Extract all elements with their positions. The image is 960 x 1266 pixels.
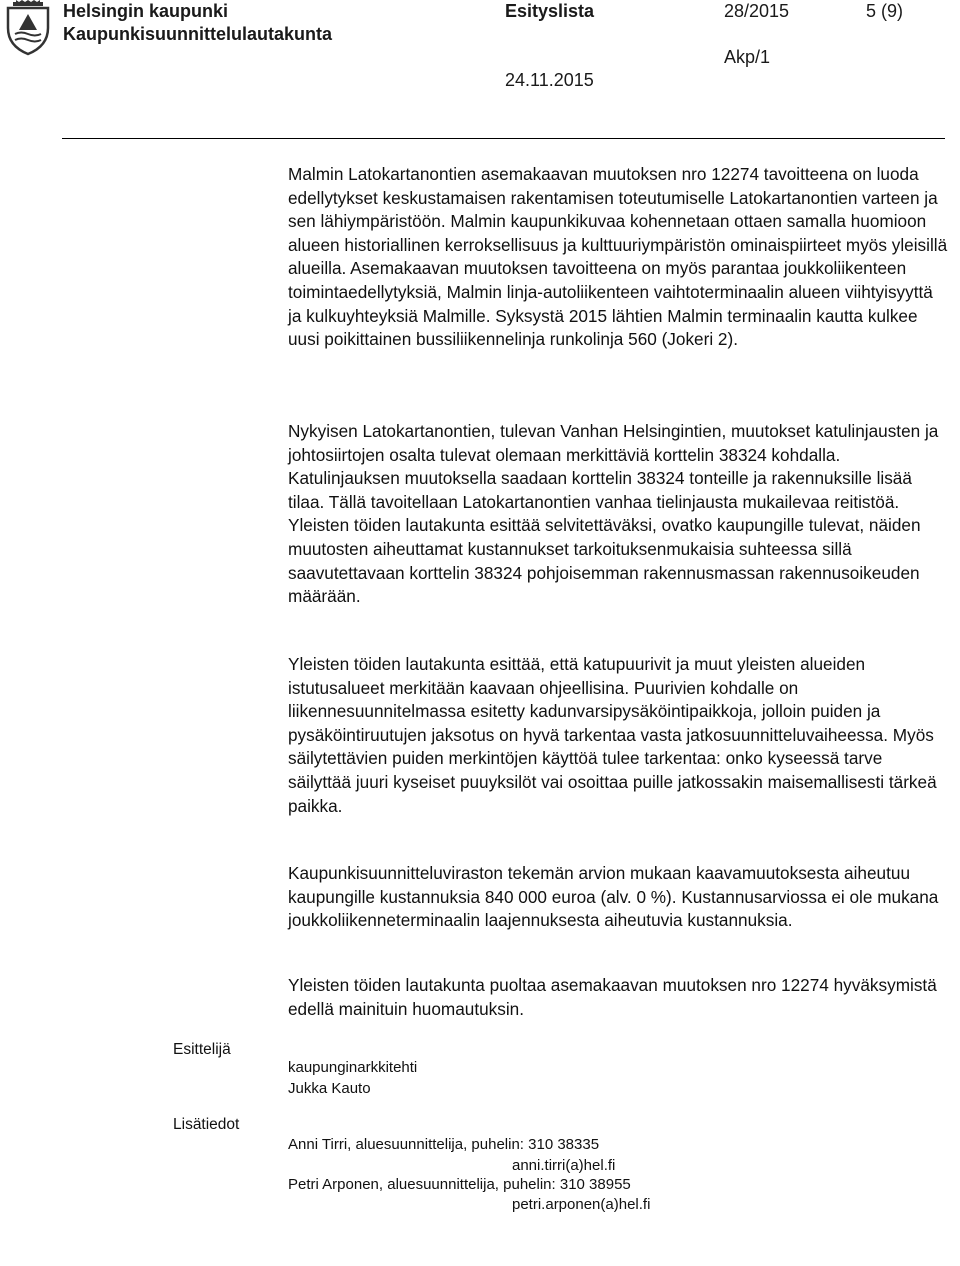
page-number: 5 (9) — [866, 1, 904, 21]
document-number: 28/2015 — [724, 1, 790, 21]
contact-2-email: petri.arponen(a)hel.fi — [512, 1196, 651, 1213]
document-type: Esityslista — [505, 1, 595, 21]
paragraph-1: Malmin Latokartanontien asemakaavan muutoksen nro 12274 tavoitteena on luoda edellytykset keskustamaisen rakentamisen toteutumiselle Latokartanontien varteen ja sen lähiympäristöön. Malmin kaupunkikuvaa kohennetaan ottaen samalla huomioon alueen historiallinen kerroksellisuus ja kulttuuriympäristön ominaispiirteet myös yleisillä alueilla. Asemakaavan muutoksen tavoitteena on myös parantaa joukkoliikenteen toimintaedellytyksiä, Malmin linja-autoliikenteen vaihtoterminaalin alueen viihtyisyyttä ja kulkuyhteyksiä Malmille. Syksystä 2015 lähtien Malmin terminaalin kautta kulkee uusi poikittainen bussiliikennelinja runkolinja 560 (Jokeri 2). — [288, 164, 948, 350]
paragraph-3: Yleisten töiden lautakunta esittää, että katupuurivit ja muut yleisten alueiden istutusalueet merkitään kaavaan ohjeellisina. Puurivien kohdalle on liikennesuunnitelmassa esitetty kadunvarsipysäköintipaikkoja, jolloin puiden ja pysäköintiruutujen jaksotus on hyvä tarkentaa vasta jatkosuunnitteluvaiheessa. Myös säilytettävien puiden merkintöjen käyttöä tulee tarkentaa: onko kyseessä tarve säilyttää juuri kyseiset puuyksilöt vai osoittaa puille jatkossakin maisemallisesti tärkeä paikka. — [288, 654, 937, 816]
contact-1-email: anni.tirri(a)hel.fi — [512, 1157, 616, 1174]
header-divider — [62, 138, 945, 139]
city-name: Helsingin kaupunki — [63, 1, 229, 21]
contact-1: Anni Tirri, aluesuunnittelija, puhelin: 310 38335 — [288, 1136, 600, 1153]
board-name: Kaupunkisuunnittelulautakunta — [63, 24, 333, 44]
info-label: Lisätiedot — [173, 1116, 240, 1133]
paragraph-5: Yleisten töiden lautakunta puoltaa asemakaavan muutoksen nro 12274 hyväksymistä edellä mainituin huomautuksin. — [288, 975, 937, 1019]
helsinki-crest-icon — [3, 0, 53, 56]
contact-2: Petri Arponen, aluesuunnittelija, puhelin: 310 38955 — [288, 1176, 631, 1193]
agenda-item: Akp/1 — [724, 47, 771, 67]
presenter-name: Jukka Kauto — [288, 1080, 371, 1097]
presenter-label: Esittelijä — [173, 1041, 231, 1058]
paragraph-4: Kaupunkisuunnitteluviraston tekemän arvion mukaan kaavamuutoksesta aiheutuu kaupungille kustannuksia 840 000 euroa (alv. 0 %). Kustannusarviossa ei ole mukana joukkoliikenneterminaalin laajennuksesta aiheutuvia kustannuksia. — [288, 863, 939, 931]
meeting-date: 24.11.2015 — [505, 70, 594, 90]
presenter-title: kaupunginarkkitehti — [288, 1059, 418, 1076]
paragraph-2: Nykyisen Latokartanontien, tulevan Vanhan Helsingintien, muutokset katulinjausten ja johtosiirtojen osalta tulevat olemaan merkittäviä korttelin 38324 kohdalla. Katulinjauksen muutoksella saadaan korttelin 38324 tonteille ja rakennuksille lisää tilaa. Tällä tavoitellaan Latokartanontien vanhaa tielinjausta mukailevaa reitistöä. Yleisten töiden lautakunta esittää selvitettäväksi, ovatko kaupungille tulevat, näiden muutosten aiheuttamat kustannukset tarkoituksenmukaisia suhteessa sillä saavutettavaan korttelin 38324 pohjoisemman rakennusmassan rakennusoikeuden määrään. — [288, 421, 939, 607]
